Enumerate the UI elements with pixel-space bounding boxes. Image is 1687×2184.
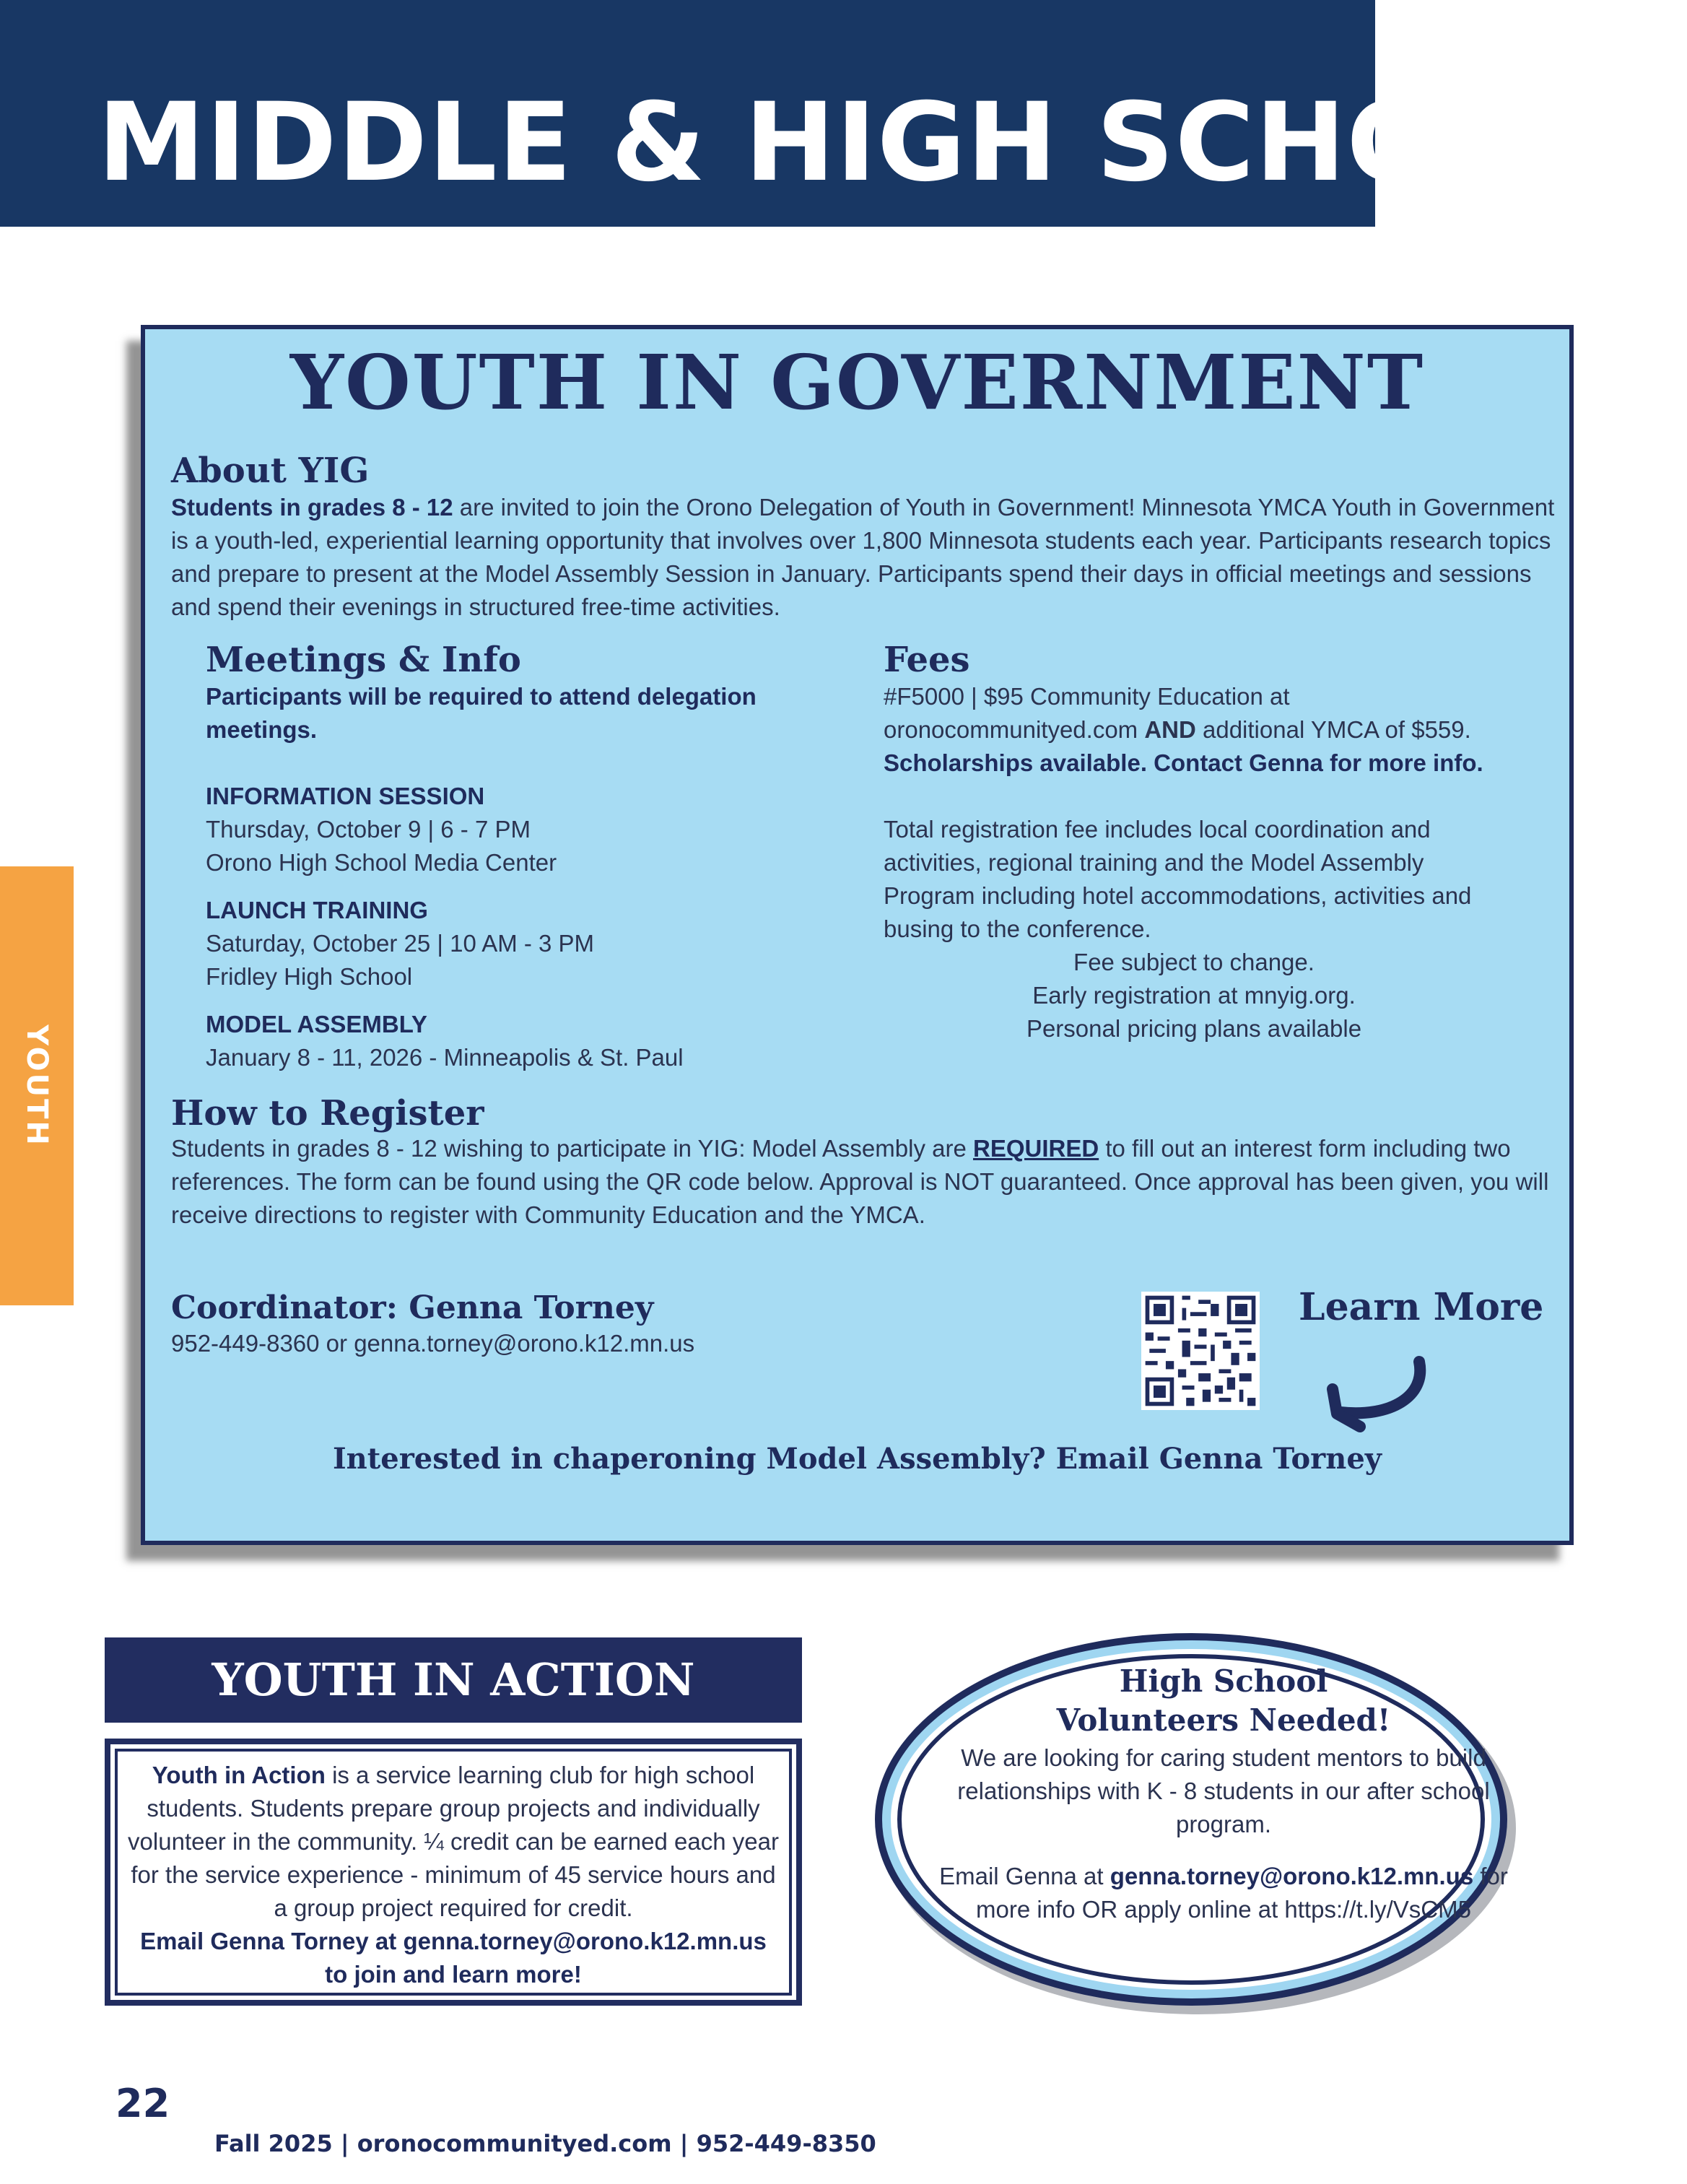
about-body: are invited to join the Orono Delegation of Youth in Government! Minnesota YMCA Youth in Government is a youth-led, experiential learning opportunity that involves over 1,800 Minnesota students each year. Participants research topics and prepare to present at the Model Assembly Session in January. Participants spend their days in official meetings and sessions and spend their evenings in structured free-time activities. <box>171 494 1555 620</box>
register-required: REQUIRED <box>972 1135 1099 1162</box>
event-information-session <box>206 780 841 879</box>
fees-notes <box>884 946 1504 1045</box>
event-date: Thursday, October 9 | 6 - 7 PM <box>206 816 531 843</box>
yia-lead: Youth in Action <box>152 1762 326 1788</box>
register-text-start: Students in grades 8 - 12 wishing to participate in YIG: Model Assembly are <box>171 1135 973 1162</box>
page-title: MIDDLE & HIGH SCHOOL <box>97 80 1602 206</box>
fees-note: Early registration at mnyig.org. <box>1032 982 1356 1009</box>
register-text-end: to fill out an interest form including two references. The form can be found using the QR code below. Approval is NOT guaranteed. Once approval has been given, you will receive directions to register with Community Education and the YMCA. <box>171 1135 1549 1228</box>
yia-body: is a service learning club for high school students. Students prepare group projects and individually volunteer in the community. ¼ credit can be earned each year for the service experience - minimum of 45 service hours and a group project required for credit. <box>128 1762 779 1921</box>
about-heading: About YIG <box>171 451 370 491</box>
youth-in-action-text <box>128 1759 779 1991</box>
fees-line-2 <box>884 713 1533 747</box>
volunteers-title-line-2: Volunteers Needed! <box>1056 1702 1391 1738</box>
qr-code[interactable] <box>1141 1292 1260 1410</box>
fees-details <box>884 680 1533 780</box>
side-tab-label: YOUTH <box>20 1024 53 1147</box>
event-label: MODEL ASSEMBLY <box>206 1011 427 1037</box>
event-label: INFORMATION SESSION <box>206 783 485 809</box>
youth-in-government-card <box>141 325 1574 1545</box>
event-date: Saturday, October 25 | 10 AM - 3 PM <box>206 930 595 957</box>
fees-note: Fee subject to change. <box>1073 949 1315 975</box>
volunteers-text <box>931 1741 1516 1926</box>
event-launch-training <box>206 894 841 993</box>
event-location: Orono High School Media Center <box>206 849 557 876</box>
event-label: LAUNCH TRAINING <box>206 897 428 923</box>
about-lead: Students in grades 8 - 12 <box>171 494 453 521</box>
volunteers-email[interactable]: genna.torney@orono.k12.mn.us <box>1110 1863 1474 1889</box>
fees-website: oronocommunityed.com <box>884 716 1145 743</box>
fees-line-1: #F5000 | $95 Community Education at <box>884 683 1290 710</box>
fees-heading: Fees <box>884 640 970 680</box>
volunteers-email-lead: Email Genna at <box>939 1863 1110 1889</box>
meetings-heading: Meetings & Info <box>206 640 521 680</box>
curved-arrow-icon <box>1311 1346 1441 1440</box>
meetings-note: Participants will be required to attend delegation meetings. <box>206 683 757 743</box>
volunteers-apply-link: for more info OR apply online at https://t.ly/VsCM5 <box>976 1863 1508 1923</box>
side-tab <box>0 866 74 1305</box>
event-location: Fridley High School <box>206 963 413 990</box>
event-date: January 8 - 11, 2026 - Minneapolis & St. Paul <box>206 1044 684 1071</box>
volunteers-body: We are looking for caring student mentors to build relationships with K - 8 students in our after school program. <box>957 1744 1490 1837</box>
fees-and: AND <box>1144 716 1196 743</box>
page-number: 22 <box>115 2081 170 2126</box>
header-band <box>0 0 1602 227</box>
footer-text: Fall 2025 | oronocommunityed.com | 952-449-8350 <box>214 2130 876 2157</box>
event-model-assembly <box>206 1008 841 1074</box>
coordinator-contact: 952-449-8360 or genna.torney@orono.k12.mn.us <box>171 1330 695 1357</box>
fees-total: Total registration fee includes local coordination and activities, regional training and the Model Assembly Program including hotel accommodations, activities and busing to the conference. <box>884 816 1472 942</box>
youth-in-action-title: YOUTH IN ACTION <box>212 1653 695 1706</box>
volunteers-title-line-1: High School <box>1119 1663 1328 1699</box>
fees-ymca: additional YMCA of $559. <box>1195 716 1471 743</box>
youth-in-action-banner <box>105 1637 802 1723</box>
chaperone-callout: Interested in chaperoning Model Assembly? Email Genna Torney <box>332 1442 1382 1476</box>
yia-cta: Email Genna Torney at genna.torney@orono.k12.mn.us to join and learn more! <box>140 1928 767 1988</box>
coordinator-heading: Coordinator: Genna Torney <box>171 1289 654 1326</box>
fees-scholarship: Scholarships available. Contact Genna for more info. <box>884 749 1483 776</box>
register-text <box>171 1132 1557 1232</box>
fees-note: Personal pricing plans available <box>1026 1015 1362 1042</box>
about-text <box>171 491 1557 624</box>
learn-more-label: Learn More <box>1299 1285 1544 1329</box>
youth-in-action-box <box>105 1739 802 2006</box>
yig-title: YOUTH IN GOVERNMENT <box>289 338 1425 427</box>
volunteers-title <box>931 1662 1516 1740</box>
register-heading: How to Register <box>171 1093 484 1134</box>
